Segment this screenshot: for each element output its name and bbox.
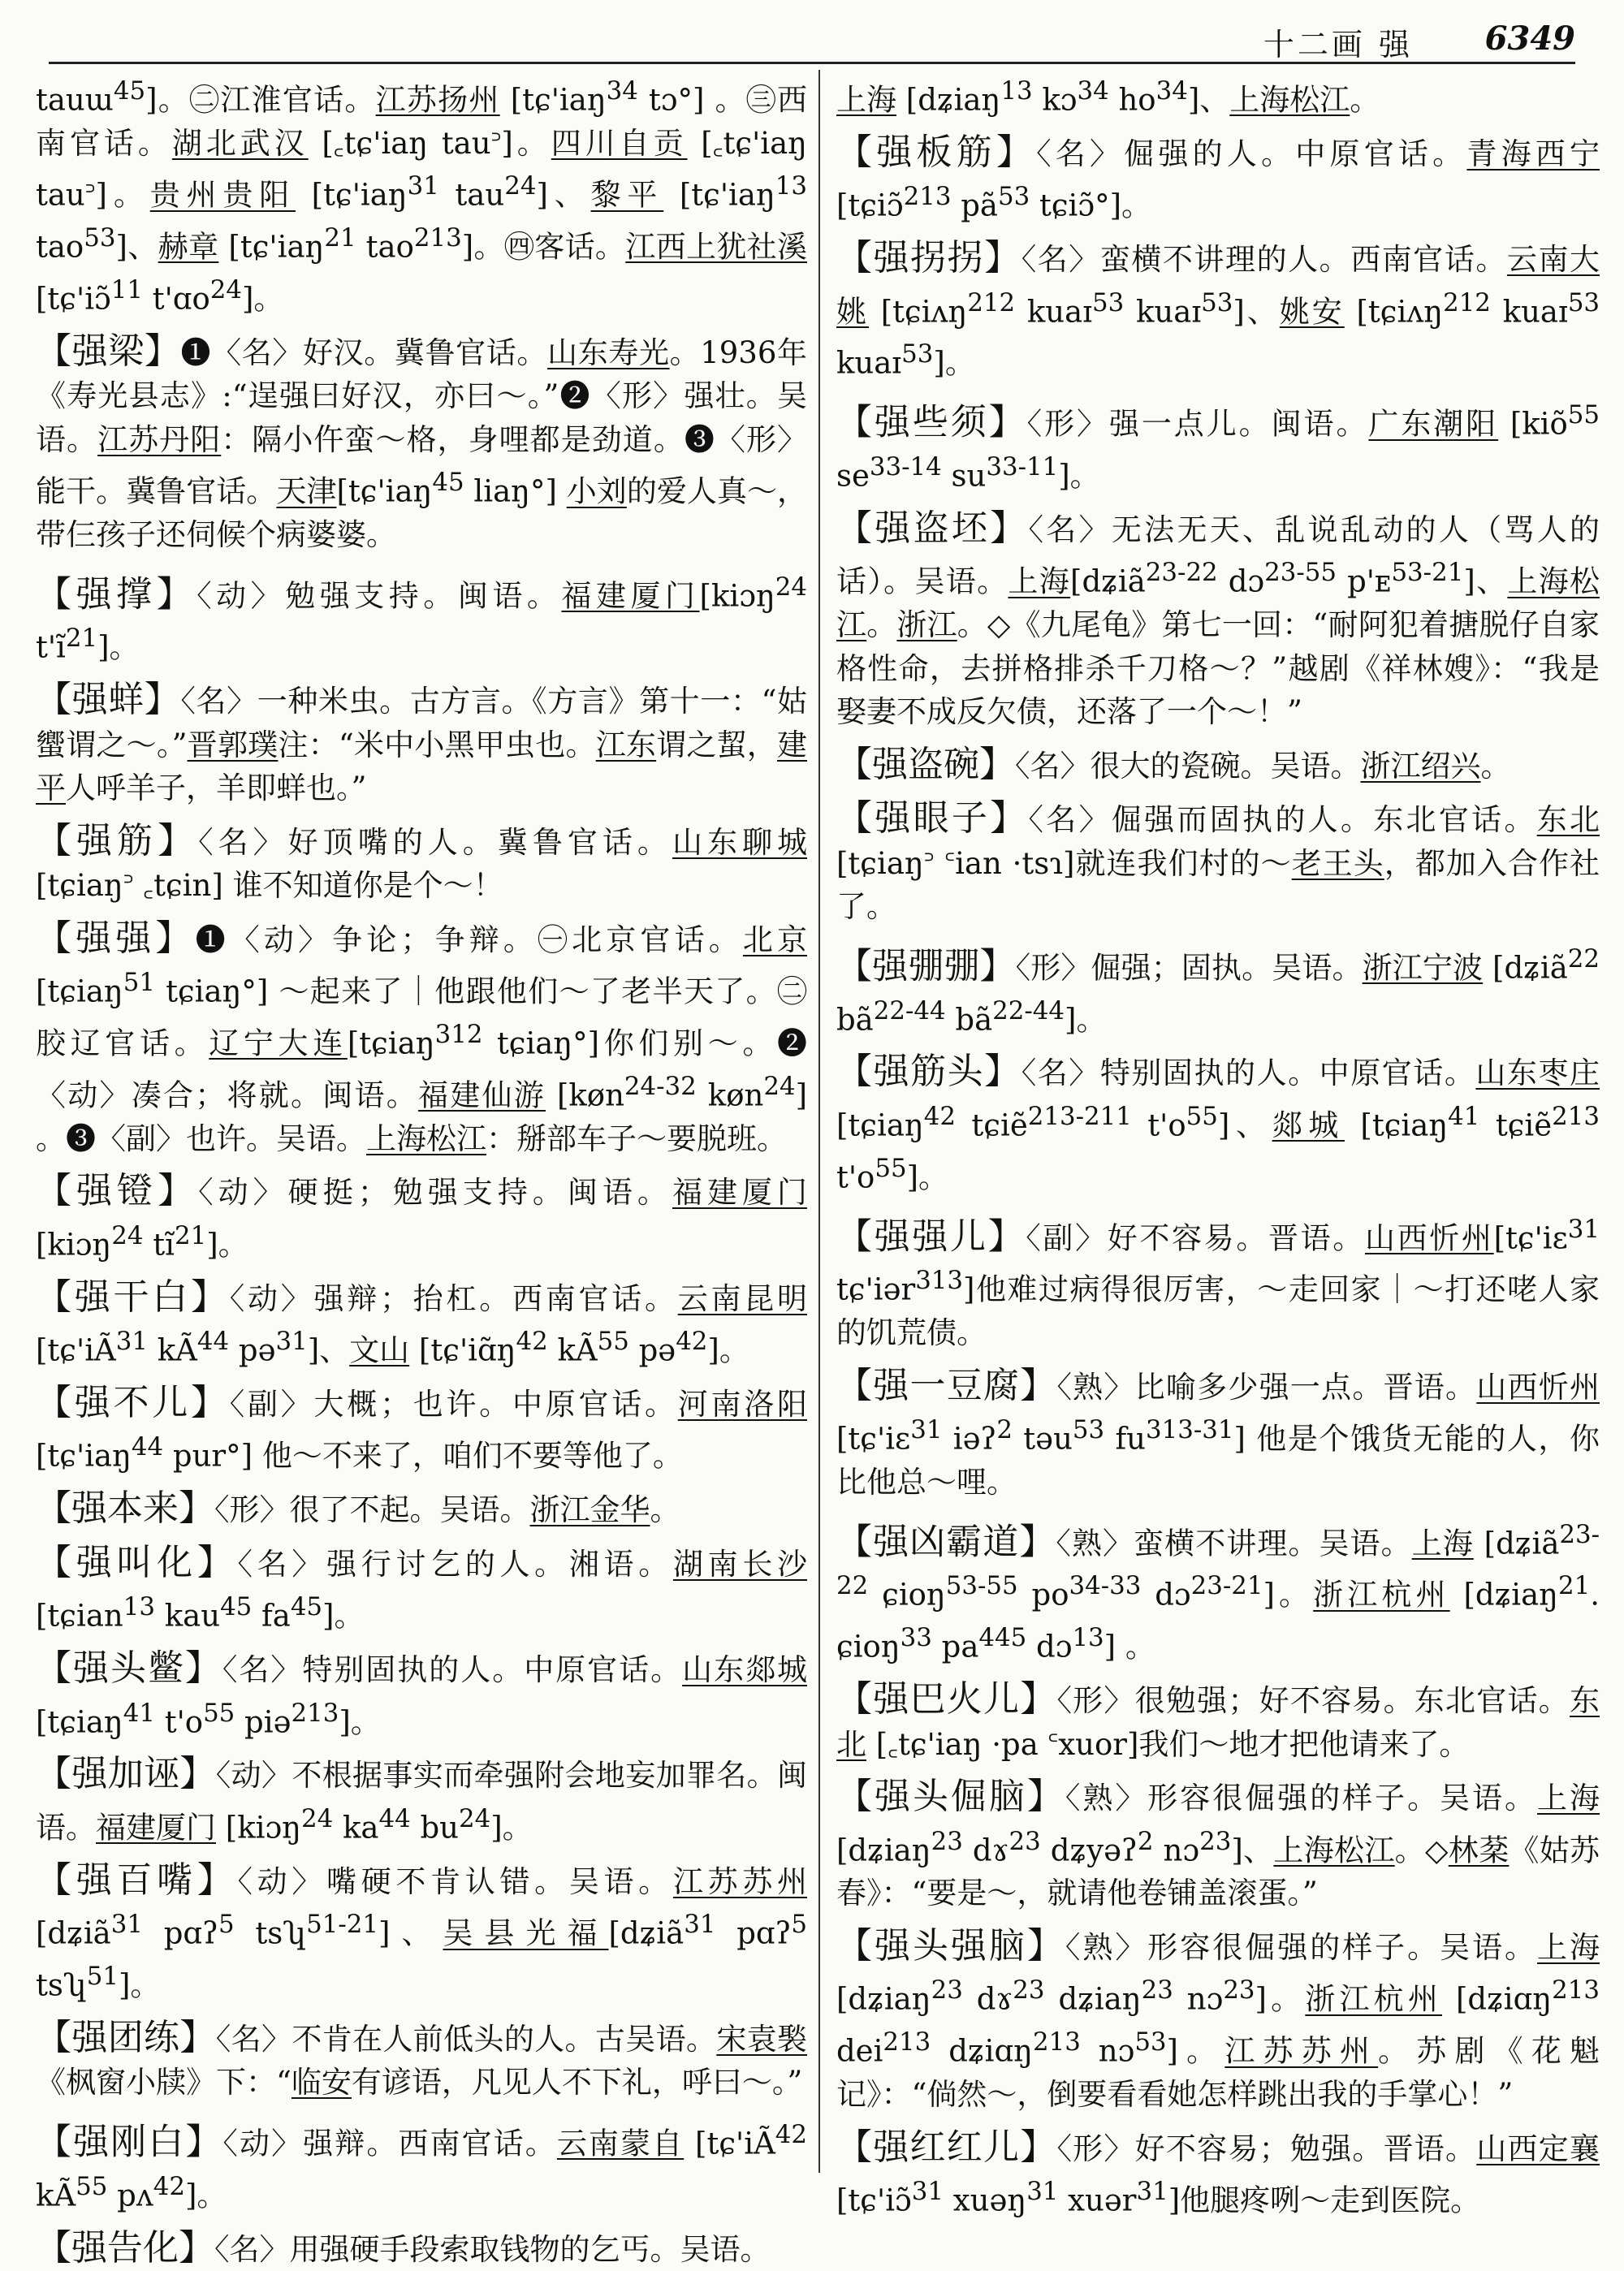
- page-number: 6349: [1484, 19, 1575, 58]
- dictionary-entry-qiangqiang: 【强强】❶〈动〉争论；争辩。㊀北京官话。北京 [tɕiaŋ$^{51}$ tɕiaŋ°] ～起来了｜他跟他们～了老半天了。㊁胶辽官话。辽宁大连[tɕiaŋ$^{312}$ tɕiaŋ°]你们别～。❷〈动〉凑合；将就。闽语。福建仙游 [køn$^{24-32}$ køn$^{24}$] 。❸〈副〉也许。吴语。上海松江：掰部车子～要脱班。: [36, 917, 808, 1156]
- dictionary-entry-qiangbahuoer: 【强巴火儿】〈形〉很勉强；好不容易。东北官话。东北 [꜀tɕ'iaŋ ·pa ꜂xuor]我们～地才把他请来了。: [836, 1678, 1600, 1762]
- dictionary-entry-qiangbuer: 【强不儿】〈副〉大概；也许。中原官话。河南洛阳 [tɕ'iaŋ$^{44}$ pur°] 他～不来了，咱们不要等他了。: [36, 1381, 807, 1474]
- dictionary-entry-qiangbenlai: 【强本来】〈形〉很了不起。吴语。浙江金华。: [36, 1487, 680, 1530]
- dictionary-entry-qianggangbai: 【强刚白】〈动〉强辩。西南官话。云南蒙自 [$tɕ'iÃ^{42}$ $kÃ^{55}$ pʌ$^{42}$]。: [36, 2119, 808, 2213]
- dictionary-entry-qiangxiongbadao: 【强凶霸道】〈熟〉蛮横不讲理。吴语。上海 [dʑiã$^{23-22}$ ɕioŋ$^{53-55}$ $po^{34-33}$ dɔ$^{23-21}$]。浙江杭州 [dʑiaŋ$^{21}$. ɕioŋ$^{33}$ $pa^{445}$ dɔ$^{13}$] 。: [836, 1519, 1600, 1664]
- column-divider: [818, 70, 820, 2173]
- dictionary-entry-qiangjiaohua: 【强叫化】〈名〉强行讨乞的人。湘语。湖南长沙[tɕian$^{13}$ kau$^{45}$ $fa^{45}$]。: [36, 1541, 808, 1634]
- dictionary-entry-qianggaohua: 【强告化】〈名〉用强硬手段索取钱物的乞丐。吴语。: [36, 2226, 771, 2269]
- dictionary-entry-qiangbaizui: 【强百嘴】〈动〉嘴硬不肯认错。吴语。江苏苏州[dʑiã$^{31}$ pɑʔ$^5$ tsʮ$^{51-21}$]、吴县光福[dʑiã$^{31}$ pɑʔ$^5$ tsʮ$^{51}$]。: [36, 1859, 808, 2003]
- dictionary-entry-cont-top: tauɯ$^{45}$]。㊁江淮官话。江苏扬州 [tɕ'iaŋ$^{34}$ tɔ°] 。㊂西南官话。湖北武汉 [꜀tɕ'iaŋ tau꜄]。四川自贡 [꜀tɕ'iaŋ tau꜄]。贵州贵阳 [tɕ'iaŋ$^{31}$ tau$^{24}$]、黎平 [tɕ'iaŋ$^{13}$ tao$^{53}$]、赫章 [tɕ'iaŋ$^{21}$ tao$^{213}$]。㊃客话。江西上犹社溪[tɕ'iɔ̃$^{11}$ t'ɑo$^{24}$]。: [36, 76, 808, 317]
- dictionary-entry-qiangjintou: 【强筋头】〈名〉特别固执的人。中原官话。山东枣庄 [tɕiaŋ$^{42}$ tɕiẽ$^{213-211}$ $t'o^{55}$]、郯城 [tɕiaŋ$^{41}$ tɕiẽ$^{213}$ $t'o^{55}$]。: [836, 1051, 1600, 1195]
- dictionary-entry-cont-top-right: 上海 [dʑiaŋ$^{13}$ kɔ$^{34}$ $ho^{34}$]、上海松江。: [836, 76, 1380, 118]
- dictionary-entry-qiangguaiguai: 【强拐拐】〈名〉蛮横不讲理的人。西南官话。云南大姚 [tɕiʌŋ$^{212}$ kuaɪ$^{53}$ kuaɪ$^{53}$]、姚安 [tɕiʌŋ$^{212}$ kuaɪ$^{53}$ kuaɪ$^{53}$]。: [836, 237, 1600, 381]
- left-column: [36, 70, 808, 2269]
- dictionary-entry-qiangyidoufu: 【强一豆腐】〈熟〉比喻多少强一点。晋语。山西忻州 [tɕ'iɛ$^{31}$ iəʔ$^2$ təu$^{53}$ $fu^{313-31}$] 他是个饿货无能的人，你比他总～哩。: [836, 1364, 1600, 1500]
- dictionary-entry-qiangmeng: 【强蛘】〈名〉一种米虫。古方言。《方言》第十一：“姑蠁谓之～。”晋郭璞注：“米中小黑甲虫也。江东谓之蛪，建平人呼羊子，羊即蛘也。”: [36, 679, 808, 806]
- dictionary-entry-qiangdaowan: 【强盗碗】〈名〉很大的瓷碗。吴语。浙江绍兴。: [836, 743, 1511, 785]
- page-header: [49, 15, 1575, 64]
- dictionary-entry-qiangyanzi: 【强眼子】〈名〉倔强而固执的人。东北官话。东北 [tɕiaŋ꜄ ꜂ian ·tsɿ]就连我们村的～老王头，都加入合作社了。: [836, 797, 1600, 925]
- dictionary-entry-qiangliang: 【强梁】❶〈名〉好汉。冀鲁官话。山东寿光。1936年《寿光县志》:“逞强曰好汉，亦曰～。”❷〈形〉强壮。吴语。江苏丹阳：隔小仵蛮～格，身哩都是劲道。❸〈形〉能干。冀鲁官话。天津[tɕ'iaŋ$^{45}$ liaŋ°] 小刘的爱人真～，带仨孩子还伺候个病婆婆。: [36, 330, 808, 553]
- dictionary-entry-qiangxiexu: 【强些须】〈形〉强一点儿。闽语。广东潮阳 [kiõ$^{55}$ $se^{33-14}$ $su^{33-11}$]。: [836, 400, 1600, 494]
- dictionary-entry-qianghonghonger: 【强红红儿】〈形〉好不容易；勉强。晋语。山西定襄 [tɕ'iɔ̃$^{31}$ xuəŋ$^{31}$ xuər$^{31}$]他腿疼咧～走到医院。: [836, 2126, 1600, 2218]
- section-title: 十二画 强: [1263, 27, 1413, 63]
- dictionary-entry-qiangbanjin: 【强板筋】〈名〉倔强的人。中原官话。青海西宁[tɕiɔ̃$^{213}$ $pã^{53}$ tɕiɔ̃°]。: [836, 131, 1600, 223]
- dictionary-entry-qiangqianger: 【强强儿】〈副〉好不容易。晋语。山西忻州[tɕ'iɛ$^{31}$ tɕ'iər$^{313}$]他难过病得很厉害，～走回家｜～打还咾人家的饥荒债。: [836, 1214, 1600, 1351]
- dictionary-entry-qiangtouqiangnao: 【强头强脑】〈熟〉形容很倔强的样子。吴语。上海 [dʑiaŋ$^{23}$ dɤ$^{23}$ dʑiaŋ$^{23}$ nɔ$^{23}$]。浙江杭州 [dʑiɑŋ$^{213}$ dei$^{213}$ dʑiɑŋ$^{213}$ nɔ$^{53}$]。江苏苏州。苏剧《花魁记》：“倘然～，倒要看看她怎样跳出我的手掌心！”: [836, 1924, 1600, 2113]
- dictionary-entry-qiangtoubie: 【强头鳖】〈名〉特别固执的人。中原官话。山东郯城 [tɕiaŋ$^{41}$ $t'o^{55}$ piə$^{213}$]。: [36, 1647, 808, 1739]
- dictionary-entry-qiangganbai: 【强干白】〈动〉强辩；抬杠。西南官话。云南昆明 [$tɕ'iÃ^{31}$ $kÃ^{44}$ pə$^{31}$]、文山 [$tɕ'iɑ̃ŋ^{42}$ $kÃ^{55}$ pə$^{42}$]。: [36, 1276, 807, 1368]
- dictionary-entry-qiangbengbeng: 【强弸弸】〈形〉倔强；固执。吴语。浙江宁波 [dʑiã$^{22}$ $bã^{22-44}$ $bã^{22-44}$]。: [836, 943, 1600, 1037]
- dictionary-entry-qiangjin: 【强筋】〈名〉好顶嘴的人。冀鲁官话。山东聊城 [tɕiaŋ꜄ ꜀tɕin] 谁不知道你是个～！: [36, 819, 808, 904]
- dictionary-entry-qiangjiawu: 【强加诬】〈动〉不根据事实而牵强附会地妄加罪名。闽语。福建厦门 [kiɔŋ$^{24}$ $ka^{44}$ $bu^{24}$]。: [36, 1753, 808, 1846]
- dictionary-entry-qiangtoujuenao: 【强头倔脑】〈熟〉形容很倔强的样子。吴语。上海 [dʑiaŋ$^{23}$ dɤ$^{23}$ dʑyəʔ$^2$ nɔ$^{23}$]、上海松江。◇林棻《姑苏春》：“要是～，就请他卷铺盖滚蛋。”: [836, 1776, 1600, 1911]
- dictionary-entry-qiangchang: 【强撑】〈动〉勉强支持。闽语。福建厦门[kiɔŋ$^{24}$ $t'ĩ^{21}$]。: [36, 572, 808, 665]
- right-column: [836, 70, 1600, 2218]
- dictionary-entry-qiangtuanlian: 【强团练】〈名〉不肯在人前低头的人。古吴语。宋袁褧《枫窗小牍》下：“临安有谚语，凡见人不下礼，呼曰～。”: [36, 2016, 808, 2100]
- dictionary-entry-qiangdeng: 【强镫】〈动〉硬挺；勉强支持。闽语。福建厦门 [kiɔŋ$^{24}$ $tĩ^{21}$]。: [36, 1170, 808, 1263]
- dictionary-entry-qiangdaopi: 【强盗坯】〈名〉无法无天、乱说乱动的人（骂人的话）。吴语。上海[dʑiã$^{23-22}$ dɔ$^{23-55}$ p'ᴇ$^{53-21}$]、上海松江。浙江。◇《九尾龟》第七一回：“耐阿犯着搪脱仔自家格性命，去拼格排杀千刀格～？”越剧《祥林嫂》：“我是娶妻不成反欠债，还落了一个～！”: [836, 507, 1600, 730]
